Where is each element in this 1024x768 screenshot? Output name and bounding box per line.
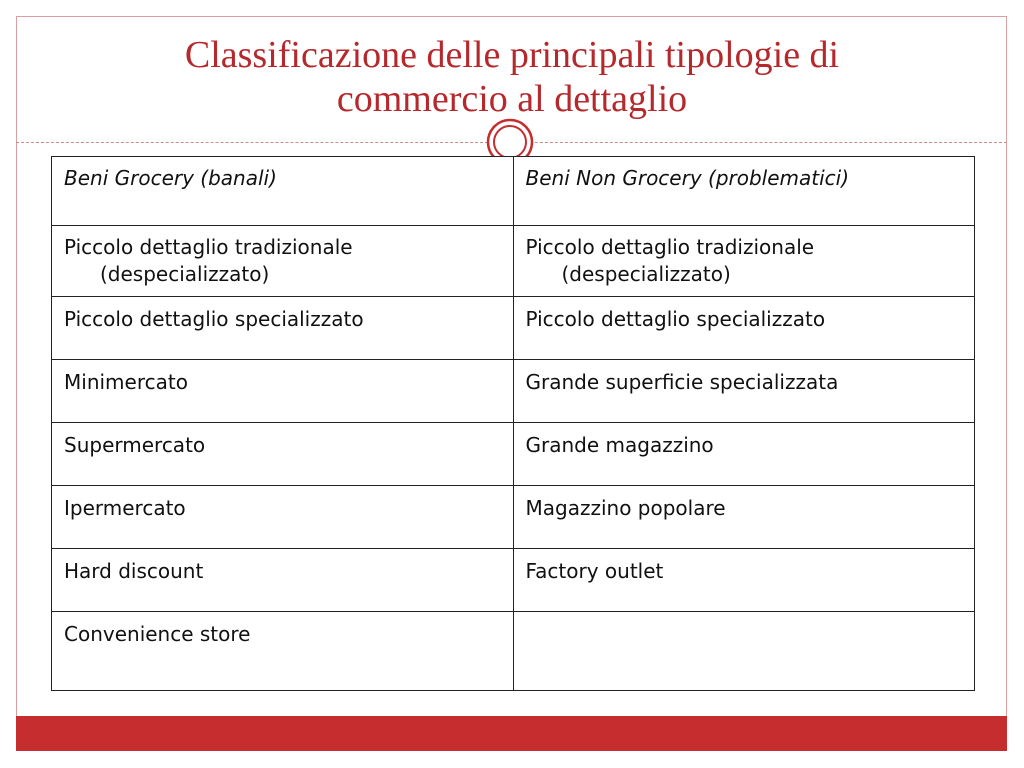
frame-right-border bbox=[1006, 16, 1007, 751]
table-header-row bbox=[52, 157, 975, 226]
cell-grocery: Supermercato bbox=[52, 423, 514, 486]
table-row bbox=[52, 226, 975, 297]
cell-non-grocery: Grande superficie specializzata bbox=[513, 360, 975, 423]
slide-title bbox=[40, 33, 984, 121]
cell-grocery bbox=[52, 226, 514, 297]
header-non-grocery: Beni Non Grocery (problematici) bbox=[513, 157, 975, 226]
slide-title-line-1: Classificazione delle principali tipologie di bbox=[184, 34, 840, 76]
header-grocery: Beni Grocery (banali) bbox=[52, 157, 514, 226]
retail-types-table bbox=[51, 156, 975, 691]
cell-text: Piccolo dettaglio tradizionale bbox=[525, 235, 815, 259]
frame-top-border bbox=[16, 16, 1007, 17]
table-row bbox=[52, 423, 975, 486]
cell-grocery: Hard discount bbox=[52, 549, 514, 612]
table-row bbox=[52, 360, 975, 423]
cell-non-grocery: Piccolo dettaglio specializzato bbox=[513, 297, 975, 360]
cell-text: Piccolo dettaglio tradizionale bbox=[64, 235, 353, 259]
frame-left-border bbox=[16, 16, 17, 751]
table-row bbox=[52, 549, 975, 612]
cell-grocery: Piccolo dettaglio specializzato bbox=[52, 297, 514, 360]
cell-grocery: Ipermercato bbox=[52, 486, 514, 549]
cell-grocery: Convenience store bbox=[52, 612, 514, 691]
cell-non-grocery bbox=[513, 226, 975, 297]
table-row bbox=[52, 612, 975, 691]
cell-non-grocery: Factory outlet bbox=[513, 549, 975, 612]
cell-non-grocery bbox=[513, 612, 975, 691]
cell-non-grocery: Magazzino popolare bbox=[513, 486, 975, 549]
slide-title-line-2: commercio al dettaglio bbox=[336, 78, 688, 120]
table-row bbox=[52, 486, 975, 549]
cell-grocery: Minimercato bbox=[52, 360, 514, 423]
cell-text: (despecializzato) bbox=[561, 262, 731, 286]
cell-text: (despecializzato) bbox=[100, 262, 270, 286]
table-row bbox=[52, 297, 975, 360]
bottom-accent-bar bbox=[16, 716, 1007, 751]
cell-non-grocery: Grande magazzino bbox=[513, 423, 975, 486]
